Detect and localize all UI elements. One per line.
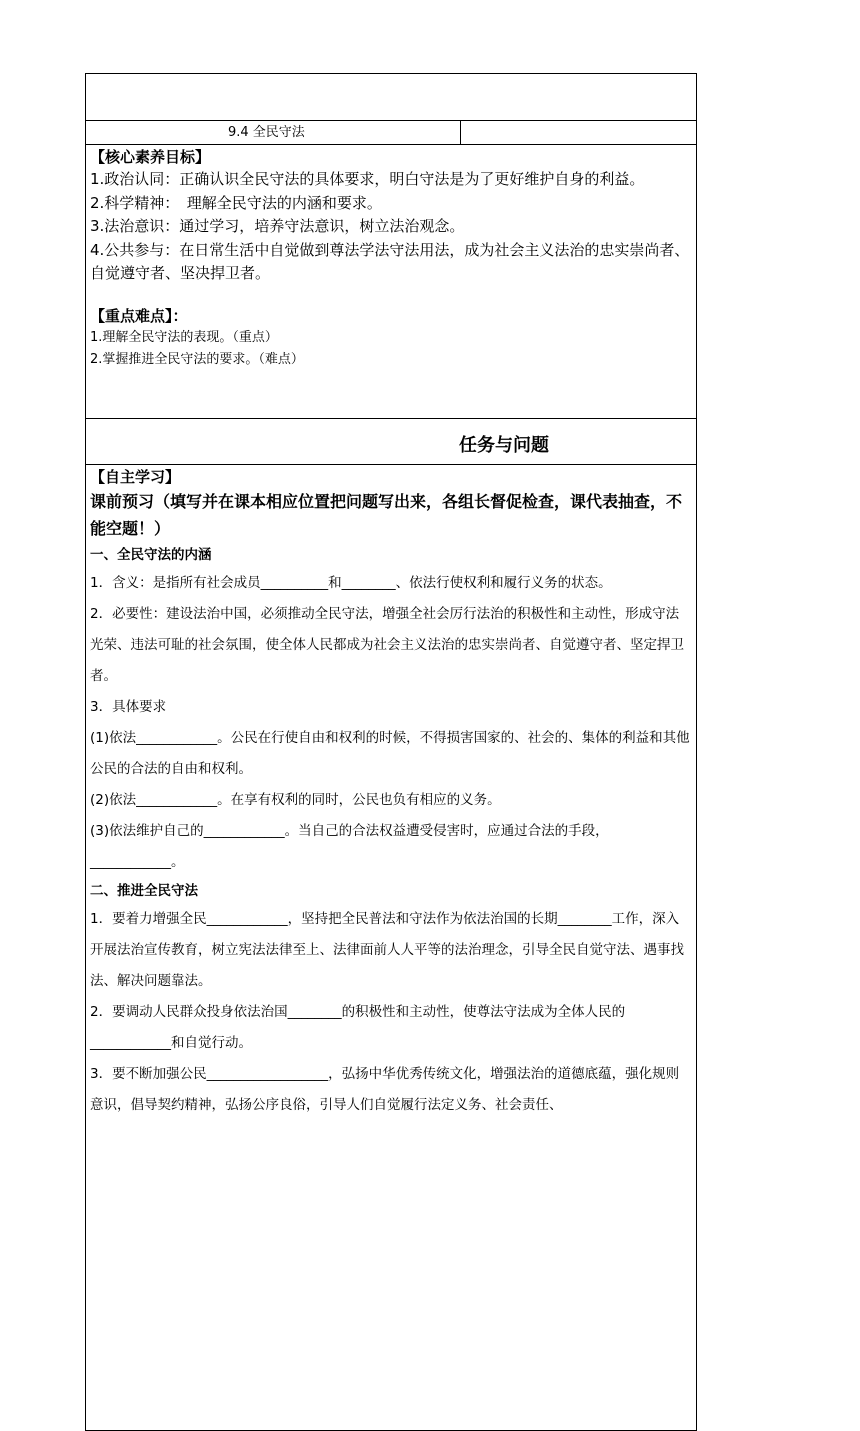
goals-section — [86, 144, 696, 418]
paragraph: (1)依法____________。公民在行使自由和权利的时候，不得损害国家的、社会的、集体的利益和其他公民的合法的自由和权利。 — [90, 730, 690, 777]
paragraph: 3．要不断加强公民__________________，弘扬中华优秀传统文化，增强法治的道德底蕴，强化规则意识，倡导契约精神，弘扬公序良俗，引导人们自觉履行法定义务、社会责任、 — [90, 1066, 680, 1113]
paragraph: (2)依法____________。在享有权利的同时，公民也负有相应的义务。 — [90, 792, 501, 808]
section-title: 二、推进全民守法 — [90, 883, 198, 899]
self-study-heading: 【自主学习】 — [90, 468, 181, 486]
task-title-row — [86, 418, 696, 464]
goal-item: 1.政治认同：正确认识全民守法的具体要求，明白守法是为了更好维护自身的利益。 — [90, 170, 645, 188]
lesson-title: 9.4 全民守法 — [86, 121, 461, 144]
lesson-table — [85, 73, 697, 1431]
goal-item: 4.公共参与：在日常生活中自觉做到尊法学法守法用法，成为社会主义法治的忠实崇尚者、自觉遵守者、坚决捍卫者。 — [90, 240, 690, 282]
preview-instruction — [90, 488, 692, 542]
lesson-title-row — [86, 120, 696, 144]
paragraph: 1．要着力增强全民____________，坚持把全民普法和守法作为依法治国的长期________工作，深入开展法治宣传教育，树立宪法法律至上、法律面前人人平等的法治理念，引导全民自觉守法、遇事找法、解决问题靠法。 — [90, 911, 684, 989]
goals-heading: 【核心素养目标】 — [90, 148, 211, 166]
preview-note: （填写并在课本相应位置把问题写出来，各组长督促检查，课代表抽查，不能空题！） — [90, 492, 683, 538]
paragraph: 2．必要性：建设法治中国，必须推动全民守法，增强全社会厉行法治的积极性和主动性，形成守法光荣、违法可耻的社会氛围，使全体人民都成为社会主义法治的忠实崇尚者、自觉遵守者、坚定捍卫者。 — [90, 606, 684, 684]
preview-label: 课前预习 — [90, 492, 155, 511]
section-title: 一、全民守法的内涵 — [90, 547, 212, 563]
key-point-item: 2.掌握推进全民守法的要求。（难点） — [90, 351, 304, 367]
task-title: 任务与问题 — [459, 435, 549, 456]
paragraph: 2．要调动人民群众投身依法治国________的积极性和主动性，使尊法守法成为全体人民的____________和自觉行动。 — [90, 1004, 626, 1051]
self-study-section — [86, 464, 696, 1430]
blank-header-row — [86, 74, 696, 120]
paragraph: 1．含义：是指所有社会成员__________和________、依法行使权利和履行义务的状态。 — [90, 575, 612, 591]
key-points-heading: 【重点难点】： — [90, 306, 188, 325]
goal-item: 3.法治意识：通过学习，培养守法意识，树立法治观念。 — [90, 217, 465, 235]
key-point-item: 1.理解全民守法的表现。（重点） — [90, 329, 278, 345]
paragraph: 3．具体要求 — [90, 699, 167, 715]
paragraph: (3)依法维护自己的____________。当自己的合法权益遭受侵害时，应通过合法的手段，____________。 — [90, 823, 609, 870]
goal-item: 2.科学精神： 理解全民守法的内涵和要求。 — [90, 193, 382, 212]
empty-cell — [461, 121, 696, 144]
